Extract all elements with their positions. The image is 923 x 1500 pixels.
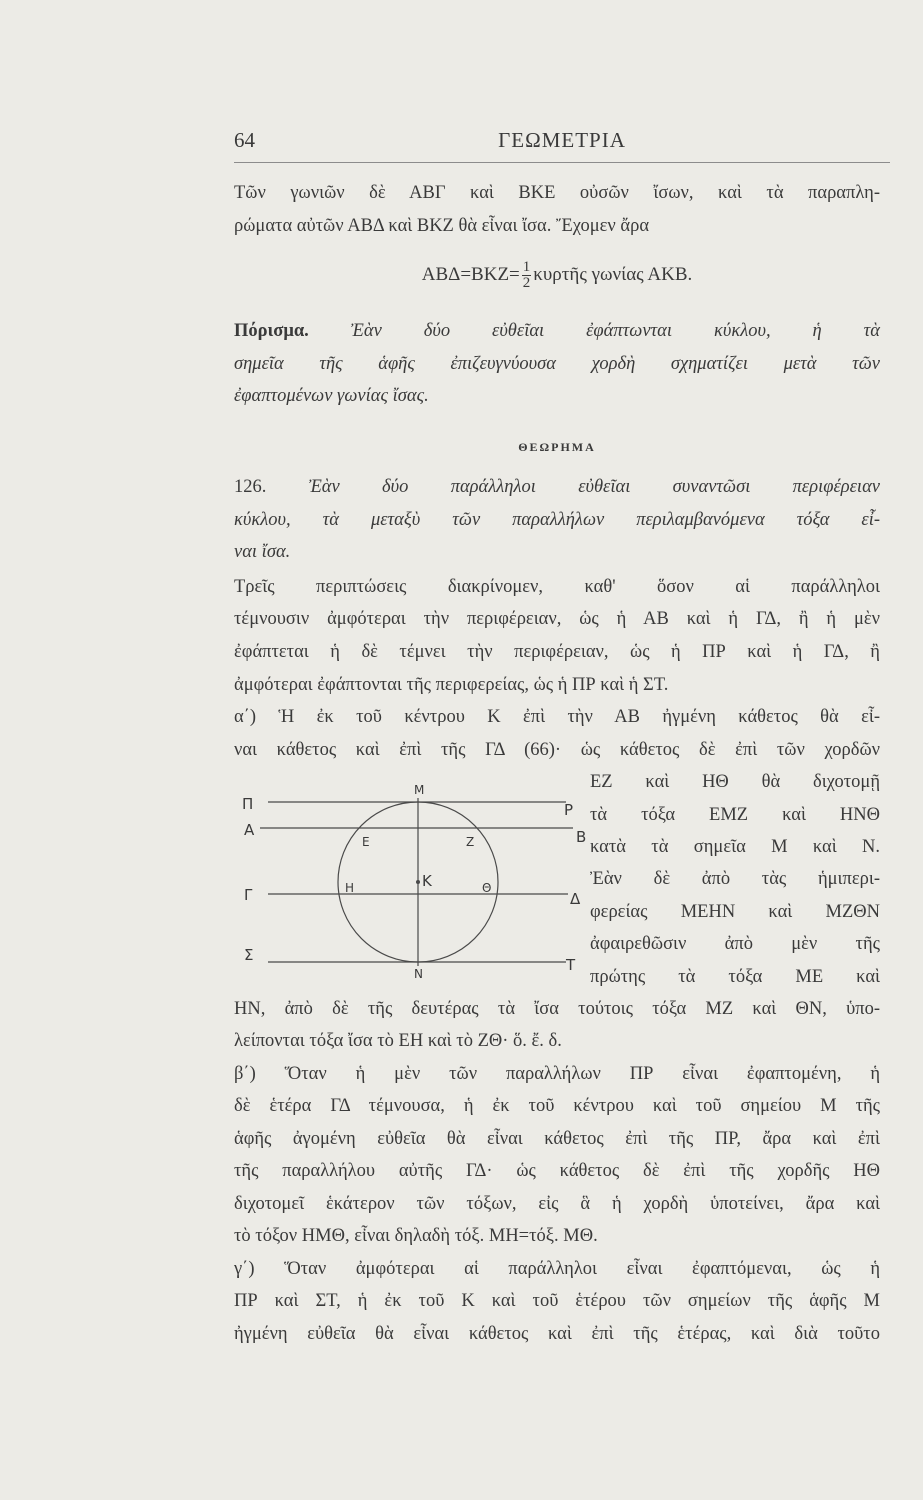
porisma-text: Ἐὰν δύο εὐθεῖαι ἐφάπτωνται κύκλου, ἡ τὰ <box>350 321 881 341</box>
text-line: τέμνουσιν ἀμφότεραι τὴν περιφέρειαν, ὡς ἡ ΑΒ καὶ ἡ ΓΔ, ἢ ἡ μὲν <box>234 609 880 629</box>
porisma-label: Πόρισμα. <box>234 321 309 341</box>
fraction-half: $\frac{1}{2}$ <box>522 259 531 291</box>
label-gamma: Γ <box>244 886 253 904</box>
page-number: 64 <box>234 128 255 152</box>
text-line: Τρεῖς περιπτώσεις διακρίνομεν, καθ' ὅσον αἱ παράλληλοι <box>234 577 880 597</box>
porisma-line: σημεῖα τῆς ἁφῆς ἐπιζευγνύουσα χορδὴ σχηματίζει μετὰ τῶν <box>234 354 880 374</box>
text-line: α΄) Ἡ ἐκ τοῦ κέντρου Κ ἐπὶ τὴν ΑΒ ἠγμένη κάθετος θὰ εἶ- <box>234 707 880 727</box>
label-delta: Δ <box>570 890 581 908</box>
label-mu: Μ <box>414 783 425 797</box>
text-line: τῆς παραλλήλου αὐτῆς ΓΔ· ὡς κάθετος δὲ ἐπὶ τῆς χορδῆς ΗΘ <box>234 1161 880 1181</box>
formula-left: ΑΒΔ=ΒΚΖ= <box>421 263 520 285</box>
label-eta: Η <box>345 881 355 895</box>
text-line: γ΄) Ὅταν ἀμφότεραι αἱ παράλληλοι εἶναι ἐφαπτόμεναι, ὡς ἡ <box>234 1259 880 1279</box>
porisma-line: ἐφαπτομένων γωνίας ἴσας. <box>234 386 429 406</box>
text-line: ΠΡ καὶ ΣΤ, ἡ ἐκ τοῦ Κ καὶ τοῦ ἑτέρου τῶν σημείων τῆς ἁφῆς Μ <box>234 1291 880 1311</box>
geometry-figure <box>238 780 600 982</box>
label-pi: Π <box>242 795 254 813</box>
label-theta: Θ <box>482 881 492 895</box>
label-epsilon: Ε <box>362 835 370 849</box>
label-beta: Β <box>576 828 587 846</box>
label-alpha: Α <box>244 821 255 839</box>
text-line: δὲ ἑτέρα ΓΔ τέμνουσα, ἡ ἐκ τοῦ κέντρου καὶ τοῦ σημείου Μ τῆς <box>234 1096 880 1116</box>
center-point <box>416 880 420 884</box>
text-line: ἀμφότεραι ἐφάπτονται τῆς περιφερείας, ὡς ἡ ΠΡ καὶ ἡ ΣΤ. <box>234 675 669 695</box>
wrap-line: ΕΖ καὶ ΗΘ θὰ διχοτομῇ <box>590 772 880 792</box>
formula-right: κυρτῆς γωνίας ΑΚΒ. <box>533 263 693 285</box>
text-line: ΗΝ, ἀπὸ δὲ τῆς δευτέρας τὰ ἴσα τούτοις τόξα ΜΖ καὶ ΘΝ, ὑπο- <box>234 999 880 1019</box>
text-line: ἁφῆς ἀγομένη εὐθεῖα θὰ εἶναι κάθετος ἐπὶ τῆς ΠΡ, ἄρα καὶ ἐπὶ <box>234 1129 880 1149</box>
wrap-line: κατὰ τὰ σημεῖα Μ καὶ Ν. <box>590 837 880 857</box>
label-sigma: Σ <box>244 946 254 964</box>
wrap-line: ἀφαιρεθῶσιν ἀπὸ μὲν τῆς <box>590 934 880 954</box>
wrap-line: τὰ τόξα ΕΜΖ καὶ ΗΝΘ <box>590 805 880 825</box>
label-rho: Ρ <box>564 801 574 819</box>
running-title: ΓΕΩΜΕΤΡΙΑ <box>498 128 626 152</box>
text-line: ἐφάπτεται ἡ δὲ τέμνει τὴν περιφέρειαν, ὡς ἡ ΠΡ καὶ ἡ ΓΔ, ἢ <box>234 642 880 662</box>
theorem-line: κύκλου, τὰ μεταξὺ τῶν παραλλήλων περιλαμβανόμενα τόξα εἶ- <box>234 510 880 530</box>
label-zeta: Ζ <box>466 835 475 849</box>
label-kappa: Κ <box>422 872 432 890</box>
text-line: ἠγμένη εὐθεῖα θὰ εἶναι κάθετος καὶ ἐπὶ τῆς ἑτέρας, καὶ διὰ τοῦτο <box>234 1324 880 1344</box>
wrap-line: φερείας ΜΕΗΝ καὶ ΜΖΘΝ <box>590 902 880 922</box>
wrap-line: πρώτης τὰ τόξα ΜΕ καὶ <box>590 967 880 987</box>
theorem-line: ναι ἴσα. <box>234 542 291 562</box>
theorem-text: Ἐὰν δύο παράλληλοι εὐθεῖαι συναντῶσι περιφέρειαν <box>308 477 880 497</box>
theorem-line <box>234 474 880 500</box>
text-line: ναι κάθετος καὶ ἐπὶ τῆς ΓΔ (66)· ὡς κάθετος δὲ ἐπὶ τῶν χορδῶν <box>234 740 880 760</box>
text-line: τὸ τόξον ΗΜΘ, εἶναι δηλαδὴ τόξ. ΜΗ=τόξ. ΜΘ. <box>234 1226 598 1246</box>
porisma-line <box>234 318 880 344</box>
text-line: β΄) Ὅταν ἡ μὲν τῶν παραλλήλων ΠΡ εἶναι ἐφαπτομένη, ἡ <box>234 1064 880 1084</box>
label-tau: Τ <box>566 956 576 974</box>
text-line: λείπονται τόξα ἴσα τὸ ΕΗ καὶ τὸ ΖΘ· ὅ. ἔ. δ. <box>234 1031 562 1051</box>
formula <box>234 260 880 296</box>
theorem-number: 126. <box>234 477 267 497</box>
page-header <box>234 128 890 163</box>
text-line: Τῶν γωνιῶν δὲ ΑΒΓ καὶ ΒΚΕ οὐσῶν ἴσων, καὶ τὰ παραπλη- <box>234 183 880 203</box>
wrap-line: Ἐὰν δὲ ἀπὸ τὰς ἡμιπερι- <box>590 869 880 889</box>
theorem-heading: ΘΕΩΡΗΜΑ <box>518 440 596 454</box>
text-line: διχοτομεῖ ἑκάτερον τῶν τόξων, εἰς ἃ ἡ χορδὴ ὑποτείνει, ἄρα καὶ <box>234 1194 880 1214</box>
label-nu: Ν <box>414 967 423 981</box>
text-line: ρώματα αὐτῶν ΑΒΔ καὶ ΒΚΖ θὰ εἶναι ἴσα. Ἔχομεν ἄρα <box>234 216 650 236</box>
